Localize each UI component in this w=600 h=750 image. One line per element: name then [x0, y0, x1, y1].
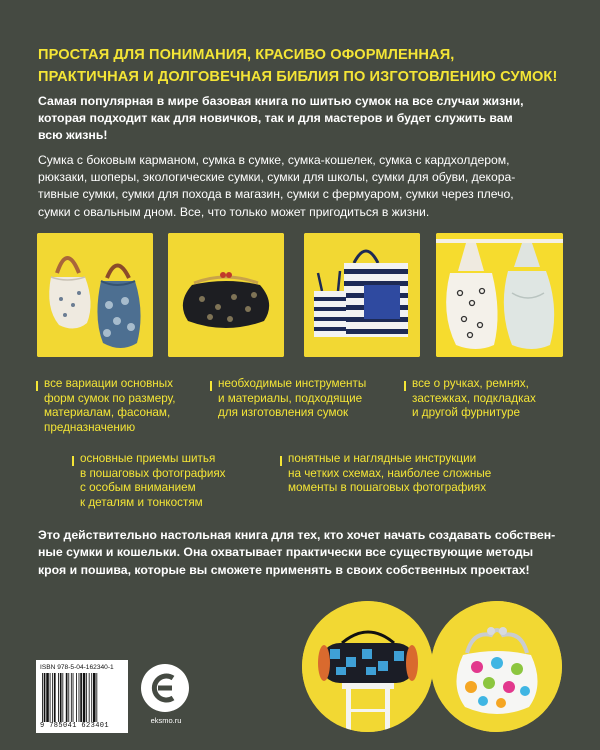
feature-line: все о ручках, ремнях, [412, 377, 529, 390]
photo-dotted-purse [431, 601, 562, 732]
barcode-bar [76, 673, 77, 722]
barcode-bar [42, 673, 43, 722]
isbn-label: ISBN 978-5-04-162340-1 [40, 664, 114, 671]
dotted-purse-illustration [431, 601, 562, 732]
intro-line-3: всю жизнь! [38, 128, 108, 143]
feature-line: на четких схемах, наиболее сложные [288, 466, 492, 480]
barcode-bar [71, 673, 72, 722]
barcode-bar [60, 673, 62, 722]
handle-bags-illustration [37, 233, 153, 357]
feature-line: понятные и наглядные инструкции [288, 452, 477, 465]
feature-marker [280, 456, 282, 466]
knot-bags-illustration [436, 233, 563, 357]
barcode-bar [46, 673, 49, 722]
duffel-bag-illustration [302, 601, 433, 732]
barcode-number: 9 785041 623401 [40, 722, 110, 730]
barcode-bar [44, 673, 46, 722]
description-line-4: сумки с овальным дном. Все, что только может пригодиться в жизни. [38, 204, 430, 219]
feature-line: форм сумок по размеру, [44, 391, 176, 405]
barcode-bar [73, 673, 74, 722]
feature-line: к деталям и тонкостям [80, 495, 203, 509]
barcode-bar [91, 673, 92, 722]
closing-line-2: ные сумки и кошельки. Она охватывает практически все существующие методы [38, 545, 534, 560]
barcode-bar [58, 673, 59, 722]
publisher-url: eksmo.ru [150, 716, 182, 725]
feature-line: основные приемы шитья [80, 452, 216, 465]
intro-line-2: которая подходит как для новичков, так и для мастеров и будет служить вам [38, 111, 513, 126]
feature-line: в пошаговых фотографиях [80, 466, 226, 480]
barcode [36, 660, 128, 733]
barcode-bar [62, 673, 63, 722]
closing-line-3: кроя и пошива, которые вы сможете применять в своих собственных проектах! [38, 562, 530, 577]
barcode-bar [80, 673, 82, 722]
feature-line: для изготовления сумок [218, 406, 349, 420]
feature-marker [404, 381, 406, 391]
feature-line: моменты в пошаговых фотографиях [288, 481, 487, 495]
headline-line-1: ПРОСТАЯ ДЛЯ ПОНИМАНИЯ, КРАСИВО ОФОРМЛЕННАЯ, [38, 47, 455, 63]
barcode-bar [86, 673, 87, 722]
feature-line: все вариации основных [44, 377, 173, 390]
description-paragraph [38, 152, 578, 221]
description-line-1: Сумка с боковым карманом, сумка в сумке, сумка-кошелек, сумка с кардхолдером, [38, 153, 510, 167]
headline [38, 44, 568, 88]
barcode-bar [96, 673, 97, 722]
photo-knot-bags [436, 233, 563, 357]
feature-bag-variations [36, 377, 175, 435]
feature-sewing-techniques [72, 452, 226, 510]
barcode-bar [79, 673, 80, 722]
feature-marker [72, 456, 74, 466]
photo-clasp-purse [168, 233, 284, 357]
barcode-bar [66, 673, 68, 722]
barcode-bar [68, 673, 69, 722]
barcode-bar [89, 673, 90, 722]
barcode-bar [54, 673, 56, 722]
photo-tote-bags [304, 233, 420, 357]
feature-marker [210, 381, 212, 391]
feature-line: и другой фурнитуре [412, 406, 520, 420]
closing-line-1: Это действительно настольная книга для тех, кто хочет начать создавать собствен- [38, 528, 556, 542]
description-line-3: тивные сумки, сумки для похода в магазин, сумки с фермуаром, сумки через плечо, [38, 187, 514, 202]
barcode-bar [93, 673, 96, 722]
feature-line: предназначению [44, 420, 136, 434]
headline-line-2: ПРАКТИЧНАЯ И ДОЛГОВЕЧНАЯ БИБЛИЯ ПО ИЗГОТОВЛЕНИЮ СУМОК! [38, 69, 558, 85]
feature-hardware [404, 377, 536, 421]
feature-line: и материалы, подходящие [218, 391, 363, 405]
photo-duffel-bag [302, 601, 433, 732]
tote-bags-illustration [304, 233, 420, 357]
description-line-2: рюкзаки, шоперы, экологические сумки, сумки для школы, сумки для обуви, декора- [38, 170, 516, 185]
closing-paragraph [38, 527, 578, 579]
intro-paragraph [38, 93, 578, 145]
clasp-purse-illustration [168, 233, 284, 357]
feature-line: материалам, фасонам, [44, 406, 171, 420]
barcode-bars [40, 673, 124, 722]
barcode-bar [52, 673, 53, 722]
feature-instructions [280, 452, 491, 496]
feature-marker [36, 381, 38, 391]
feature-line: необходимые инструменты [218, 377, 367, 390]
eksmo-logo-icon [140, 663, 190, 713]
feature-line: застежках, подкладках [412, 391, 536, 405]
barcode-bar [83, 673, 86, 722]
photo-handle-bags [37, 233, 153, 357]
feature-tools-materials [210, 377, 366, 421]
feature-line: с особым вниманием [80, 481, 196, 495]
barcode-bar [50, 673, 51, 722]
intro-line-1: Самая популярная в мире базовая книга по шитью сумок на все случаи жизни, [38, 94, 524, 108]
